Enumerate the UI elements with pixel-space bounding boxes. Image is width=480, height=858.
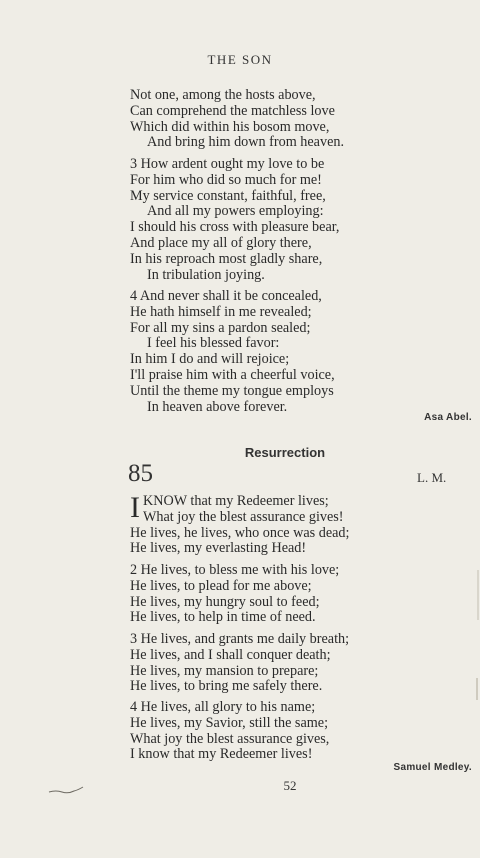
verse-line: He lives, my hungry soul to feed; (130, 593, 320, 610)
verse-line: He lives, he lives, who once was dead; (130, 524, 350, 541)
verse-3-hymn85 (130, 632, 430, 695)
verse-1 (130, 494, 430, 557)
verse-line: What joy the blest assurance gives, (130, 730, 330, 747)
verse-4-hymn85 (130, 700, 430, 763)
verse-line: What joy the blest assurance gives! (143, 508, 344, 525)
page-edge-mark (476, 678, 478, 700)
verse-line: He lives, my mansion to prepare; (130, 662, 319, 679)
verse-line: KNOW that my Redeemer lives; (143, 494, 329, 509)
verse-line: In heaven above forever. (147, 398, 288, 415)
running-header: THE SON (207, 52, 273, 67)
verse-line: 4 He lives, all glory to his name; (130, 699, 316, 715)
verse-line: In tribulation joying. (147, 266, 265, 283)
verse-line: For all my sins a pardon sealed; (130, 319, 311, 336)
verse-4 (130, 289, 430, 415)
verse-line: 4 And never shall it be concealed, (130, 288, 322, 304)
verse-line: And bring him down from heaven. (147, 134, 345, 151)
author-credit: Samuel Medley. (393, 762, 472, 773)
pencil-mark (48, 786, 84, 794)
verse-line: In his reproach most gladly share, (130, 250, 323, 267)
verse-line: He lives, to bring me safely there. (130, 678, 323, 695)
verse-line: He lives, to plead for me above; (130, 577, 312, 594)
verse-line: For him who did so much for me! (130, 171, 322, 188)
verse-line: I'll praise him with a cheerful voice, (130, 366, 335, 383)
verse-line: He hath himself in me revealed; (130, 303, 312, 320)
verse-line: He lives, to help in time of need. (130, 609, 316, 626)
verse-line: I know that my Redeemer lives! (130, 746, 313, 763)
verse-2 (130, 563, 430, 626)
verse-line: In him I do and will rejoice; (130, 351, 290, 368)
verse-line: I should his cross with pleasure bear, (130, 219, 340, 236)
verse-line: And place my all of glory there, (130, 234, 312, 251)
hymn-meter: L. M. (417, 470, 447, 485)
verse-line: Until the theme my tongue employs (130, 382, 334, 399)
author-credit: Asa Abel. (424, 412, 472, 423)
verse-line: He lives, my Savior, still the same; (130, 714, 329, 731)
verse-line: He lives, and I shall conquer death; (130, 646, 331, 663)
verse-line: I feel his blessed favor: (147, 335, 280, 352)
verse-3 (130, 157, 430, 283)
verse-line: Not one, among the hosts above, (130, 87, 316, 103)
verse-line: 3 He lives, and grants me daily breath; (130, 631, 350, 647)
verse-line: 3 How ardent ought my love to be (130, 156, 325, 172)
verse-line: And all my powers employing: (147, 203, 324, 220)
verse-continuation (130, 88, 430, 151)
section-title: Resurrection (244, 445, 326, 460)
hymn-number: 85 (128, 460, 153, 487)
verse-line: Which did within his bosom move, (130, 118, 330, 135)
verse-line: 2 He lives, to bless me with his love; (130, 562, 340, 578)
drop-cap: I (130, 494, 140, 524)
page-number: 52 (283, 778, 297, 793)
verse-line: My service constant, faithful, free, (130, 187, 326, 204)
verse-line: Can comprehend the matchless love (130, 102, 335, 119)
page-edge-mark (477, 570, 479, 620)
verse-line: He lives, my everlasting Head! (130, 540, 307, 557)
